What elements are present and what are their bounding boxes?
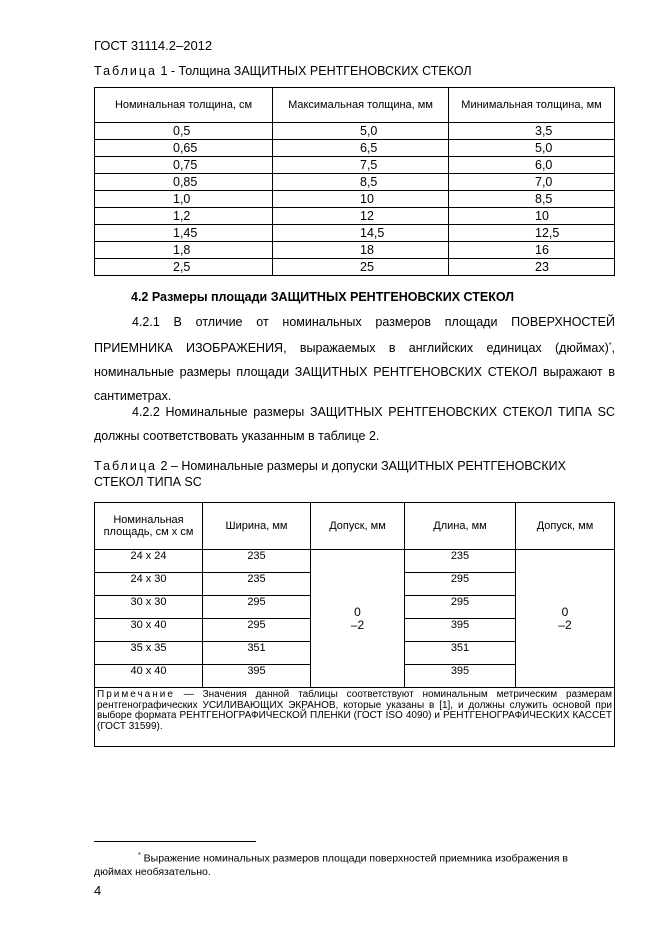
table-cell: 6,0 [449, 157, 615, 174]
table-cell: 395 [203, 665, 311, 688]
footnote-text: Выражение номинальных размеров площади поверхностей приемника изображения в дюймах необязательно. [94, 852, 568, 878]
table-cell: 0,5 [95, 123, 273, 140]
table-cell: 10 [273, 191, 449, 208]
note-word: Примечание [97, 689, 175, 700]
tolerance-upper: 0 [561, 604, 569, 619]
table-cell: 0,65 [95, 140, 273, 157]
table2-caption-text: 2 – Номинальные размеры и допуски ЗАЩИТНЫХ РЕНТГЕНОВСКИХ СТЕКОЛ ТИПА SC [94, 459, 566, 489]
table-cell: 23 [449, 259, 615, 276]
table-cell: 12,5 [449, 225, 615, 242]
table-cell: 35 х 35 [95, 642, 203, 665]
footnote-reference[interactable]: * [608, 342, 612, 349]
note-text: — Значения данной таблицы соответствуют номинальным метрическим размерам рентгенографических УСИЛИВАЮЩИХ ЭКРАНОВ, которые указаны в [1], и должны служить основой при выборе формата РЕНТГЕНОГРАФИЧЕСКОЙ ПЛЕНКИ (ГОСТ ISO 4090) и РЕНТГЕНОГРАФИЧЕСКИХ КАССЕТ (ГОСТ 31599). [97, 689, 612, 732]
tolerance-upper: 0 [354, 604, 361, 619]
table-cell: 295 [203, 619, 311, 642]
sizes-table [94, 502, 615, 747]
table-row [95, 259, 615, 276]
table2-col-header: Номинальная площадь, см х см [95, 503, 203, 550]
table-cell: 8,5 [273, 174, 449, 191]
table-cell: 7,0 [449, 174, 615, 191]
length-tolerance-cell [516, 550, 615, 688]
table1-col-header: Номинальная толщина, см [95, 88, 273, 123]
table1-col-header: Минимальная толщина, мм [449, 88, 615, 123]
table-row [95, 242, 615, 259]
table-cell: 1,2 [95, 208, 273, 225]
table-cell: 12 [273, 208, 449, 225]
table2-caption [94, 458, 615, 490]
paragraph-text: 4.2.1 В отличие от номинальных размеров площади ПОВЕРХНОСТЕЙ ПРИЕМНИКА ИЗОБРАЖЕНИЯ, выражаемых в английских единицах (дюймах) [94, 315, 615, 356]
table2-caption-word: Таблица [94, 459, 158, 473]
table-cell: 14,5 [273, 225, 449, 242]
table-note-row [95, 688, 615, 747]
thickness-table [94, 87, 615, 276]
table2-col-header: Ширина, мм [203, 503, 311, 550]
table-row [95, 140, 615, 157]
table-row [95, 225, 615, 242]
table1-caption-word: Таблица [94, 64, 158, 78]
table-cell: 2,5 [95, 259, 273, 276]
table-row [95, 208, 615, 225]
table-cell: 16 [449, 242, 615, 259]
table-cell: 8,5 [449, 191, 615, 208]
table-cell: 30 х 40 [95, 619, 203, 642]
table-cell: 5,0 [449, 140, 615, 157]
tolerance-lower: –2 [558, 617, 572, 632]
table-cell: 40 х 40 [95, 665, 203, 688]
table-row [95, 174, 615, 191]
table-cell: 351 [203, 642, 311, 665]
table-cell: 235 [203, 573, 311, 596]
table-cell: 18 [273, 242, 449, 259]
page-number: 4 [94, 883, 102, 898]
table-cell: 235 [203, 550, 311, 573]
table-cell: 7,5 [273, 157, 449, 174]
table-cell: 30 х 30 [95, 596, 203, 619]
table1-col-header: Максимальная толщина, мм [273, 88, 449, 123]
table-cell: 24 х 30 [95, 573, 203, 596]
table-cell: 1,8 [95, 242, 273, 259]
table1-caption [94, 64, 472, 78]
table-cell: 0,85 [95, 174, 273, 191]
table-cell: 295 [203, 596, 311, 619]
width-tolerance-cell [311, 550, 405, 688]
footnote [94, 849, 594, 879]
table-cell: 235 [405, 550, 516, 573]
section-title: 4.2 Размеры площади ЗАЩИТНЫХ РЕНТГЕНОВСКИХ СТЕКОЛ [131, 290, 515, 304]
footnote-mark: * [138, 852, 141, 859]
footnote-divider [94, 841, 256, 842]
table-cell: 351 [405, 642, 516, 665]
table-row [95, 123, 615, 140]
table2-col-header: Допуск, мм [516, 503, 615, 550]
table1-caption-text: 1 - Толщина ЗАЩИТНЫХ РЕНТГЕНОВСКИХ СТЕКОЛ [157, 64, 472, 78]
table-cell: 395 [405, 665, 516, 688]
table-cell: 295 [405, 573, 516, 596]
paragraph-4-2-2: 4.2.2 Номинальные размеры ЗАЩИТНЫХ РЕНТГЕНОВСКИХ СТЕКОЛ ТИПА SC должны соответствовать указанным в таблице 2. [94, 405, 615, 443]
table-cell: 10 [449, 208, 615, 225]
table-cell: 395 [405, 619, 516, 642]
table-cell: 1,0 [95, 191, 273, 208]
paragraph-4-2-1 [94, 310, 615, 408]
standard-header: ГОСТ 31114.2–2012 [94, 38, 213, 53]
paragraph-text: , номинальные размеры площади ЗАЩИТНЫХ РЕНТГЕНОВСКИХ СТЕКОЛ выражают в сантиметрах. [94, 341, 615, 404]
tolerance-lower: –2 [350, 617, 365, 632]
table-row [95, 191, 615, 208]
table-cell: 0,75 [95, 157, 273, 174]
table-cell: 6,5 [273, 140, 449, 157]
table2-col-header: Допуск, мм [311, 503, 405, 550]
table-cell: 5,0 [273, 123, 449, 140]
table-note [95, 688, 615, 747]
table-cell: 3,5 [449, 123, 615, 140]
table-cell: 295 [405, 596, 516, 619]
table-cell: 1,45 [95, 225, 273, 242]
table2-col-header: Длина, мм [405, 503, 516, 550]
table-row [95, 550, 615, 573]
table-cell: 25 [273, 259, 449, 276]
table-cell: 24 х 24 [95, 550, 203, 573]
table-row [95, 157, 615, 174]
